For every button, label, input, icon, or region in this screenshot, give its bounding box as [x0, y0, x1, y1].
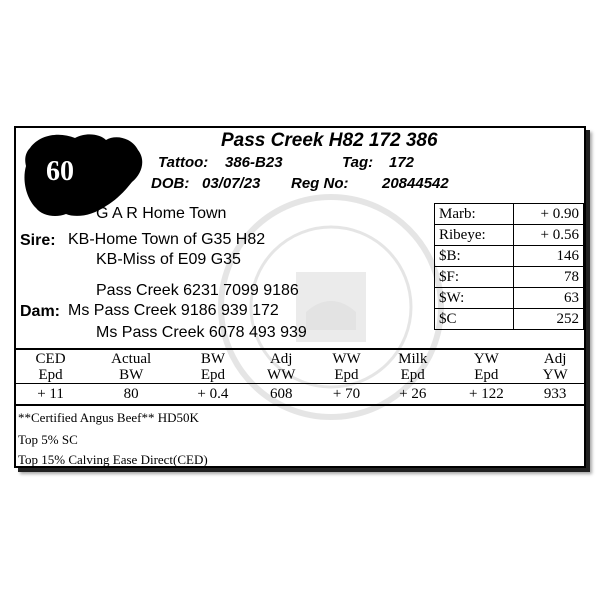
epd-value: 933: [526, 384, 584, 406]
epd-header: [249, 349, 314, 384]
epd-header: [446, 349, 526, 384]
index-label: $W:: [435, 288, 514, 309]
header-line: Epd: [200, 367, 225, 383]
epd-value: + 26: [379, 384, 446, 406]
index-row-f: [435, 267, 584, 288]
index-row-marb: [435, 204, 584, 225]
sire-sire: G A R Home Town: [96, 205, 227, 222]
epd-value: + 122: [446, 384, 526, 406]
header-line: CED: [35, 351, 66, 367]
tag-label: Tag:: [342, 154, 374, 171]
sire-name: KB-Home Town of G35 H82: [68, 231, 266, 248]
header-line: YW: [542, 367, 568, 383]
reg-label: Reg No:: [291, 175, 349, 192]
dam-sire: Pass Creek 6231 7099 9186: [96, 282, 299, 299]
index-values-table: [434, 203, 584, 330]
header-line: Milk: [398, 351, 428, 367]
header-line: WW: [267, 367, 296, 383]
epd-value: + 11: [16, 384, 85, 406]
header-line: Adj: [269, 351, 293, 367]
epd-header: [314, 349, 379, 384]
tattoo-value: 386-B23: [225, 154, 283, 171]
sire-dam: KB-Miss of E09 G35: [96, 251, 241, 268]
epd-header: [16, 349, 85, 384]
index-label: $C: [435, 309, 514, 330]
index-row-w: [435, 288, 584, 309]
dam-label: Dam:: [20, 303, 61, 320]
epd-header: [85, 349, 177, 384]
sire-label: Sire:: [20, 232, 56, 249]
header-line: YW: [473, 351, 499, 367]
dam-dam: Ms Pass Creek 6078 493 939: [96, 324, 307, 341]
epd-value: + 70: [314, 384, 379, 406]
lot-card: [14, 126, 586, 468]
header-line: Epd: [334, 367, 359, 383]
header-line: BW: [119, 367, 144, 383]
index-value: 63: [513, 288, 583, 309]
index-value: 146: [513, 246, 583, 267]
epd-header: [379, 349, 446, 384]
epd-header: [177, 349, 248, 384]
index-value: 252: [513, 309, 583, 330]
reg-value: 20844542: [382, 175, 449, 192]
index-label: $F:: [435, 267, 514, 288]
tattoo-label: Tattoo:: [158, 154, 209, 171]
epd-value: 608: [249, 384, 314, 406]
animal-name: Pass Creek H82 172 386: [221, 130, 438, 151]
note-line: Top 15% Calving Ease Direct(CED): [18, 452, 208, 467]
epd-value-row: [16, 384, 584, 406]
index-label: Ribeye:: [435, 225, 514, 246]
header-line: Adj: [543, 351, 567, 367]
dob-value: 03/07/23: [202, 175, 261, 192]
header-line: Epd: [474, 367, 499, 383]
header-line: BW: [200, 351, 225, 367]
epd-value: 80: [85, 384, 177, 406]
epd-header: [526, 349, 584, 384]
index-value: 78: [513, 267, 583, 288]
header-line: Actual: [111, 351, 152, 367]
dob-label: DOB:: [151, 175, 190, 192]
index-value: + 0.90: [513, 204, 583, 225]
tag-value: 172: [389, 154, 415, 171]
index-row-c: [435, 309, 584, 330]
header-line: WW: [332, 351, 361, 367]
index-label: Marb:: [435, 204, 514, 225]
lot-number: 60: [46, 156, 74, 187]
epd-header-row: [16, 349, 584, 384]
dam-name: Ms Pass Creek 9186 939 172: [68, 302, 279, 319]
epd-table: [16, 348, 584, 406]
index-row-b: [435, 246, 584, 267]
header-line: Epd: [38, 367, 63, 383]
header-line: Epd: [400, 367, 425, 383]
index-value: + 0.56: [513, 225, 583, 246]
index-label: $B:: [435, 246, 514, 267]
note-line: Top 5% SC: [18, 432, 78, 447]
note-line: **Certified Angus Beef** HD50K: [18, 410, 199, 425]
index-row-ribeye: [435, 225, 584, 246]
epd-value: + 0.4: [177, 384, 248, 406]
